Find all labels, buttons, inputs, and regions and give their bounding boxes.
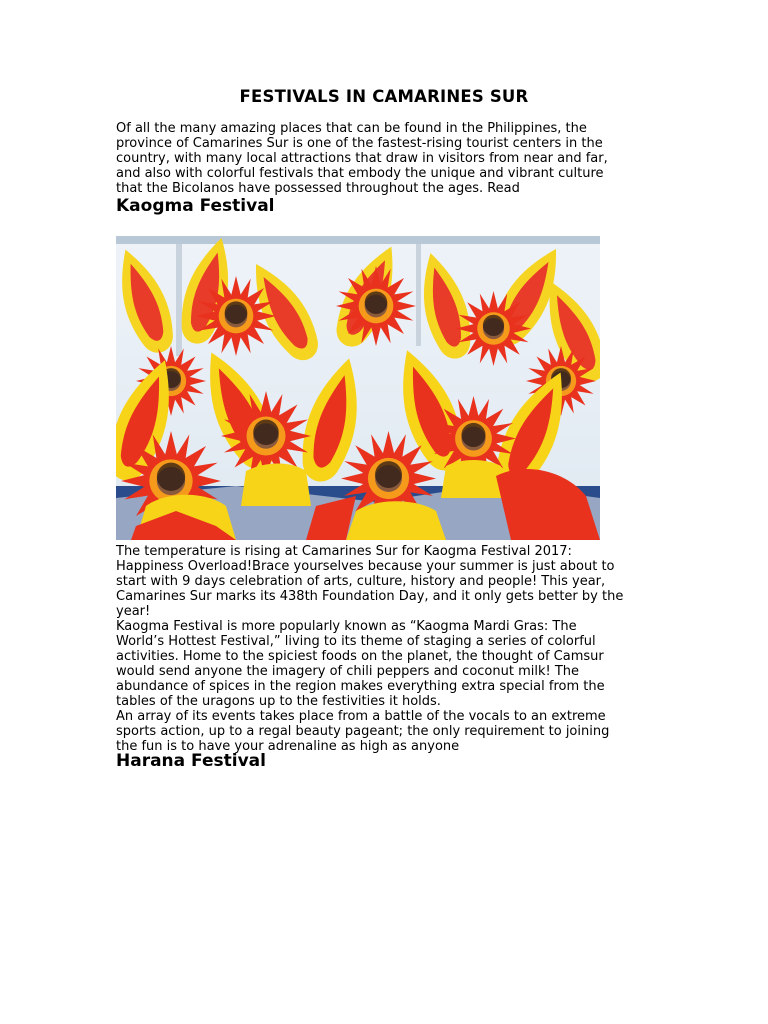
section-heading-harana: Harana Festival bbox=[116, 751, 266, 771]
page-title: FESTIVALS IN CAMARINES SUR bbox=[239, 87, 529, 106]
kaogma-paragraph bbox=[116, 544, 656, 754]
body-line: sports action, up to a regal beauty pageant; the only requirement to joining bbox=[116, 724, 610, 739]
body-line: start with 9 days celebration of arts, culture, history and people! This year, bbox=[116, 574, 606, 589]
body-line: Camarines Sur marks its 438th Foundation Day, and it only gets better by the bbox=[116, 589, 624, 604]
intro-paragraph bbox=[116, 121, 656, 196]
intro-line: that the Bicolanos have possessed throughout the ages. Read bbox=[116, 181, 520, 196]
intro-line: and also with colorful festivals that embody the unique and vibrant culture bbox=[116, 166, 604, 181]
body-line: the fun is to have your adrenaline as high as anyone bbox=[116, 739, 460, 754]
festival-dancers-photo bbox=[116, 236, 600, 540]
body-line: The temperature is rising at Camarines Sur for Kaogma Festival 2017: bbox=[116, 544, 572, 559]
body-line: tables of the uragons up to the festivities it holds. bbox=[116, 694, 441, 709]
body-line: Happiness Overload!Brace yourselves because your summer is just about to bbox=[116, 559, 615, 574]
body-line: would send anyone the imagery of chili peppers and coconut milk! The bbox=[116, 664, 580, 679]
intro-line: province of Camarines Sur is one of the fastest-rising tourist centers in the bbox=[116, 136, 603, 151]
body-line: activities. Home to the spiciest foods on the planet, the thought of Camsur bbox=[116, 649, 604, 664]
body-line: An array of its events takes place from a battle of the vocals to an extreme bbox=[116, 709, 606, 724]
body-line: World’s Hottest Festival,” living to its theme of staging a series of colorful bbox=[116, 634, 596, 649]
section-heading-kaogma: Kaogma Festival bbox=[116, 196, 275, 216]
body-line: Kaogma Festival is more popularly known as “Kaogma Mardi Gras: The bbox=[116, 619, 577, 634]
intro-line: Of all the many amazing places that can be found in the Philippines, the bbox=[116, 121, 587, 136]
body-line: year! bbox=[116, 604, 151, 619]
body-line: abundance of spices in the region makes everything extra special from the bbox=[116, 679, 605, 694]
intro-line: country, with many local attractions that draw in visitors from near and far, bbox=[116, 151, 608, 166]
